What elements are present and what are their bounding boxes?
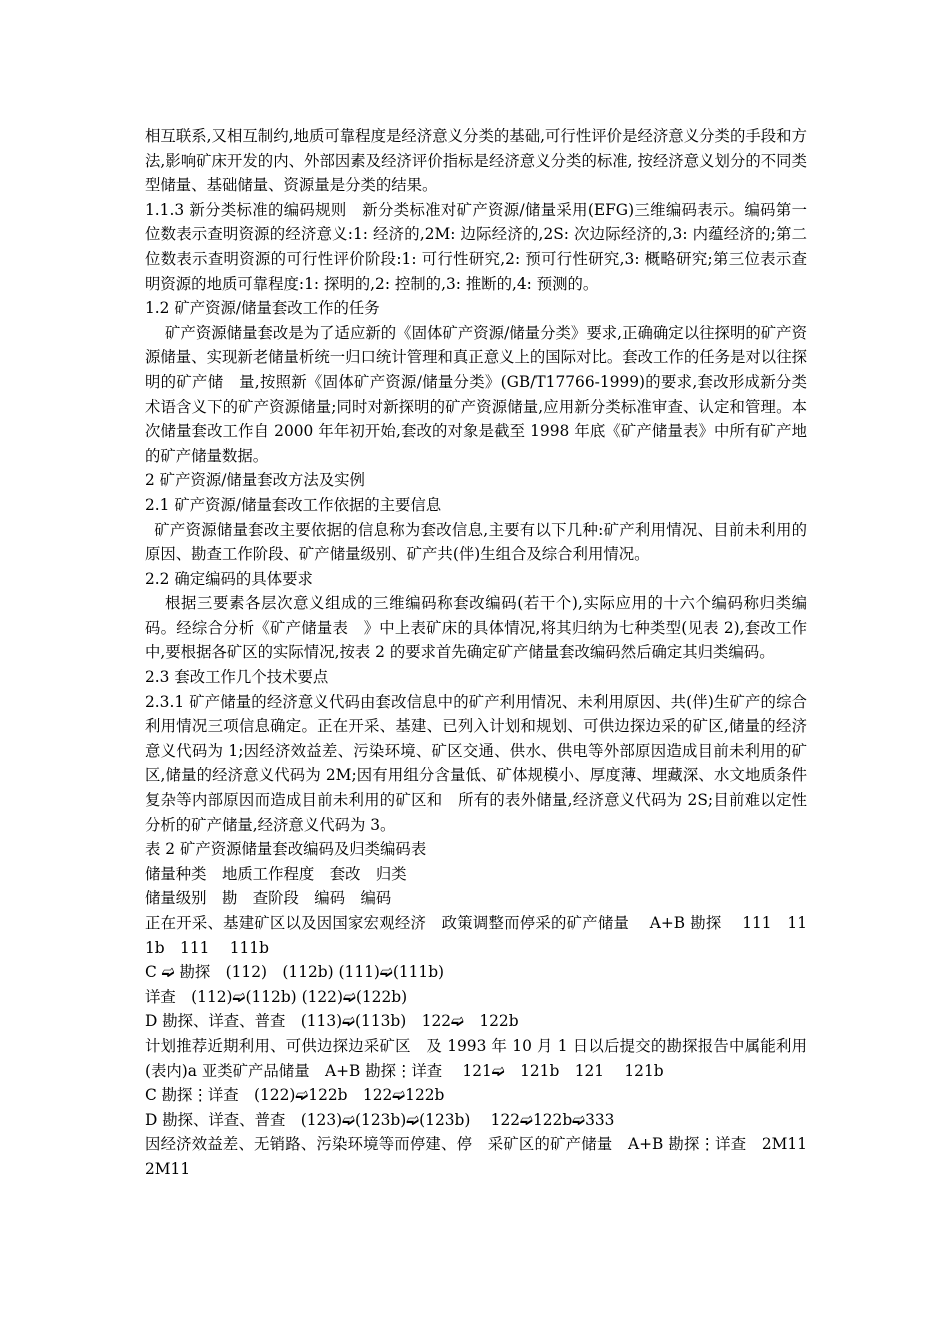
- paragraph-main-information: 矿产资源储量套改主要依据的信息称为套改信息,主要有以下几种:矿产利用情况、目前未利用的原因、勘查工作阶段、矿产储量级别、矿产共(伴)生组合及综合利用情况。: [145, 520, 807, 564]
- table-row: D 勘探、详查、普查 (113)➫(113b) 122➫ 122b: [145, 1012, 519, 1031]
- section-heading-1-2: 1.2 矿产资源/储量套改工作的任务: [145, 299, 380, 318]
- table-header-row-1: 储量种类 地质工作程度 套改 归类: [145, 864, 407, 883]
- table-row: C 勘探⋮详查 (122)➫122b 122➫122b: [145, 1086, 445, 1105]
- section-heading-2-1: 2.1 矿产资源/储量套改工作依据的主要信息: [145, 495, 442, 514]
- section-heading-2-2: 2.2 确定编码的具体要求: [145, 569, 313, 588]
- section-heading-2: 2 矿产资源/储量套改方法及实例: [145, 471, 365, 490]
- table-caption: 表 2 矿产资源储量套改编码及归类编码表: [145, 840, 427, 859]
- paragraph-economic-code: 2.3.1 矿产储量的经济意义代码由套改信息中的矿产利用情况、未利用原因、共(伴)生矿产的综合利用情况三项信息确定。正在开采、基建、已列入计划和规划、可供边探边采的矿区,储量的经济意义代码为 1;因经济效益差、污染环境、矿区交通、供水、供电等外部原因造成目前未利用的矿区,储量的经济意义代码为 2M;因有用组分含量低、矿体规模小、厚度薄、埋藏深、水文地质条件复杂等内部原因而造成目前未利用的矿区和 所有的表外储量,经济意义代码为 2S;目前难以定性分析的矿产储量,经济意义代码为 3。: [145, 692, 807, 834]
- table-row: C ➫ 勘探 (112) (112b) (111)➫(111b): [145, 963, 445, 982]
- table-row: 计划推荐近期利用、可供边探边采矿区 及 1993 年 10 月 1 日以后提交的勘探报告中属能利用(表内)a 亚类矿产品储量 A+B 勘探⋮详查 121➫ 121b 121 121b: [145, 1036, 807, 1080]
- table-row: D 勘探、详查、普查 (123)➫(123b)➫(123b) 122➫122b➫333: [145, 1110, 615, 1129]
- paragraph-conversion-task: 矿产资源储量套改是为了适应新的《固体矿产资源/储量分类》要求,正确确定以往探明的矿产资源储量、实现新老储量析统一归口统计管理和真正意义上的国际对比。套改工作的任务是对以往探明的矿产储 量,按照新《固体矿产资源/储量分类》(GB/T17766-1999)的要求,套改形成新分类术语含义下的矿产资源储量;同时对新探明的矿产资源储量,应用新分类标准审查、认定和管理。本次储量套改工作自 2000 年年初开始,套改的对象是截至 1998 年底《矿产储量表》中所有矿产地的矿产储量数据。: [145, 323, 807, 465]
- table-row: 正在开采、基建矿区以及因国家宏观经济 政策调整而停采的矿产储量 A+B 勘探 111 111b 111 111b: [145, 914, 807, 957]
- paragraph-encoding-rules: 1.1.3 新分类标准的编码规则 新分类标准对矿产资源/储量采用(EFG)三维编码表示。编码第一位数表示查明资源的经济意义:1: 经济的,2M: 边际经济的,2S: 次边际经济的,3: 内蕴经济的;第二位数表示查明资源的可行性评价阶段:1: 可行性研究,2: 预可行性研究,3: 概略研究;第三位表示查明资源的地质可靠程度:1: 探明的,2: 控制的,3: 推断的,4: 预测的。: [145, 200, 807, 293]
- table-header-row-2: 储量级别 勘 查阶段 编码 编码: [145, 889, 392, 908]
- table-row: 因经济效益差、无销路、污染环境等而停建、停 采矿区的矿产储量 A+B 勘探⋮详查 2M11 2M11: [145, 1135, 823, 1178]
- paragraph-encoding-requirements: 根据三要素各层次意义组成的三维编码称套改编码(若干个),实际应用的十六个编码称归类编码。经综合分析《矿产储量表 》中上表矿床的具体情况,将其归纳为七种类型(见表 2),套改工作中,要根据各矿区的实际情况,按表 2 的要求首先确定矿产储量套改编码然后确定其归类编码。: [145, 594, 807, 662]
- section-heading-2-3: 2.3 套改工作几个技术要点: [145, 668, 329, 687]
- table-row: 详查 (112)➫(112b) (122)➫(122b): [145, 987, 408, 1006]
- document-body: [145, 124, 823, 1182]
- paragraph-classification-basis: 相互联系,又相互制约,地质可靠程度是经济意义分类的基础,可行性评价是经济意义分类的手段和方法,影响矿床开发的内、外部因素及经济评价指标是经济意义分类的标准, 按经济意义划分的不同类型储量、基础储量、资源量是分类的结果。: [145, 127, 807, 195]
